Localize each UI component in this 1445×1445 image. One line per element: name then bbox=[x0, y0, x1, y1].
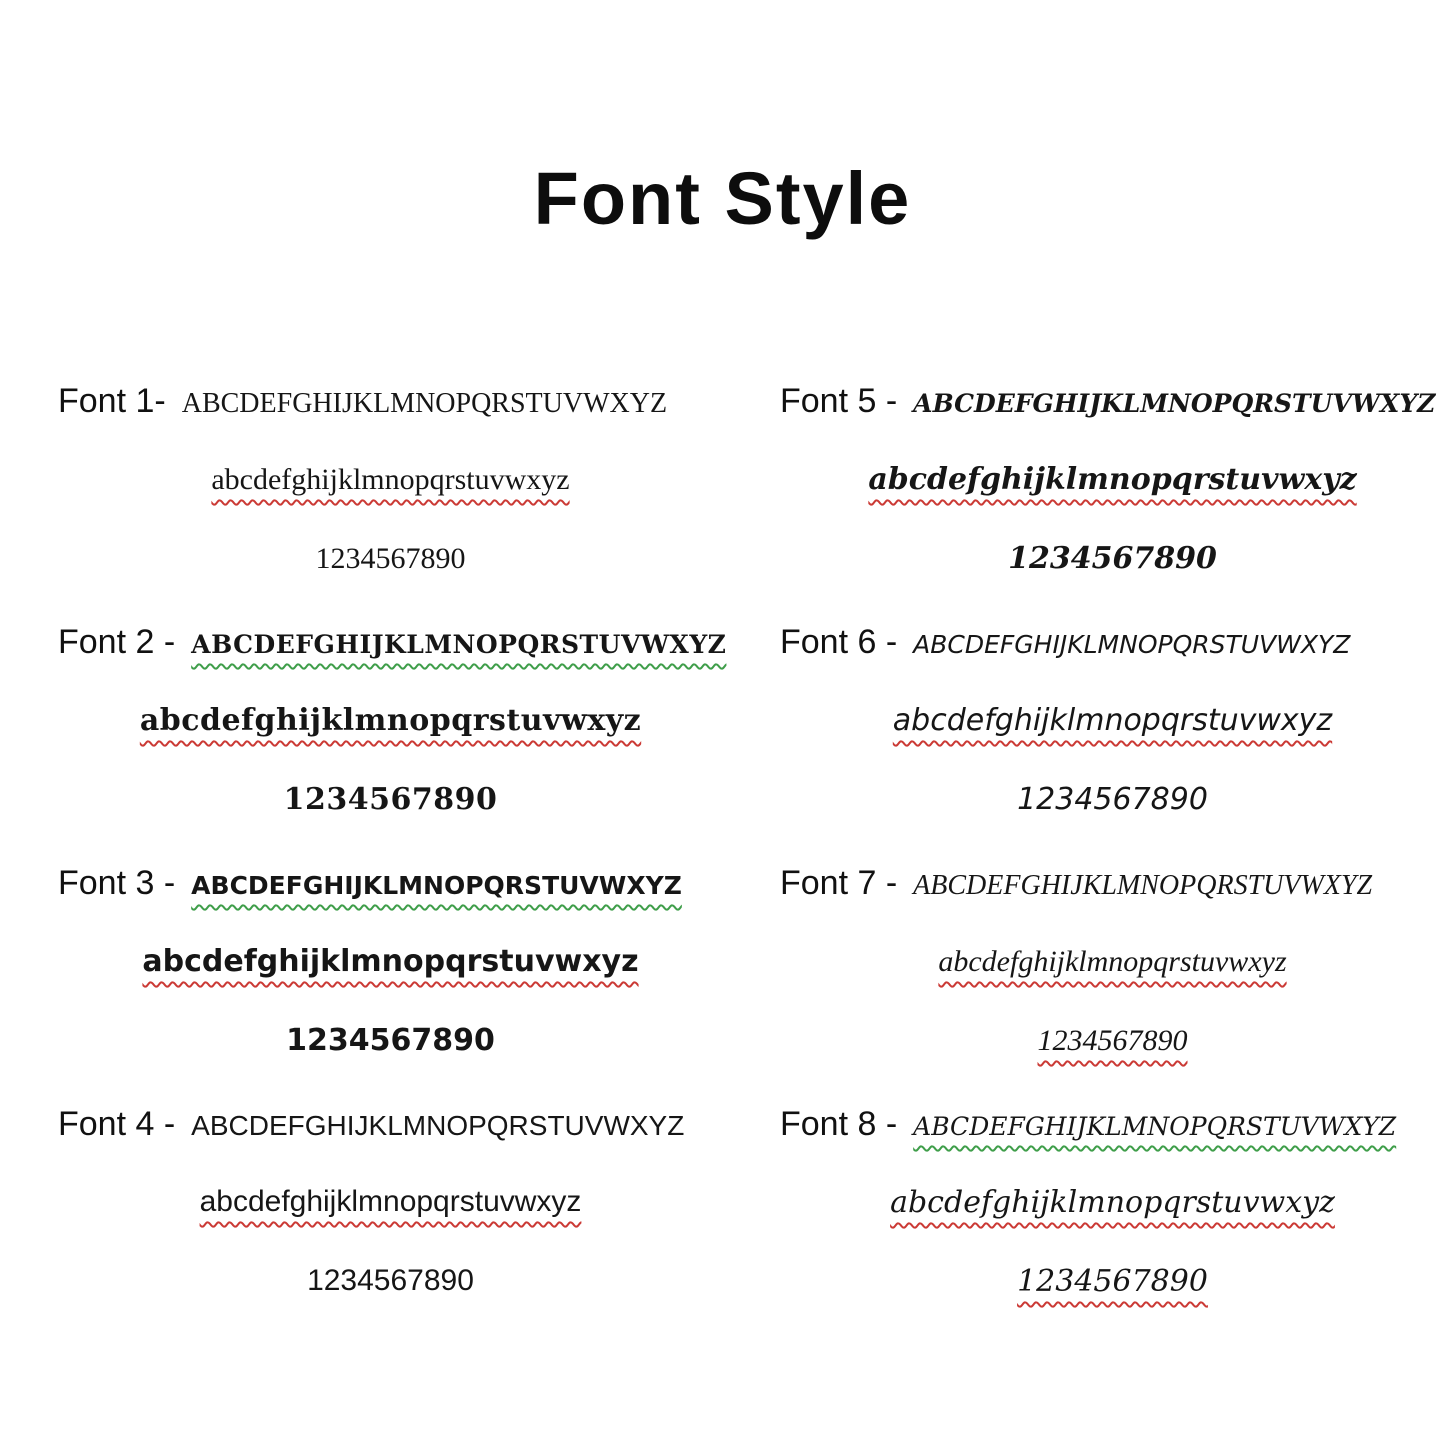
numerals-sample: 1234567890 bbox=[307, 1264, 474, 1297]
numerals-sample: 1234567890 bbox=[1037, 1024, 1188, 1057]
uppercase-alphabet-sample: ABCDEFGHIJKLMNOPQRSTUVWXYZ bbox=[191, 630, 727, 659]
font-sample-block-3 bbox=[58, 858, 723, 1071]
lowercase-alphabet-sample: abcdefghijklmnopqrstuvwxyz bbox=[890, 1185, 1335, 1220]
lowercase-alphabet-sample: abcdefghijklmnopqrstuvwxyz bbox=[938, 945, 1287, 978]
font-number-label: Font 1- bbox=[58, 382, 166, 420]
numerals-sample: 1234567890 bbox=[1017, 782, 1208, 817]
lowercase-alphabet-sample: abcdefghijklmnopqrstuvwxyz bbox=[142, 944, 639, 979]
font-sample-block-7 bbox=[780, 858, 1445, 1071]
font-sample-block-6 bbox=[780, 617, 1445, 830]
uppercase-alphabet-sample: ABCDEFGHIJKLMNOPQRSTUVWXYZ bbox=[181, 388, 668, 419]
uppercase-alphabet-sample: ABCDEFGHIJKLMNOPQRSTUVWXYZ bbox=[913, 870, 1373, 901]
font-number-label: Font 4 - bbox=[58, 1105, 176, 1143]
uppercase-alphabet-sample: ABCDEFGHIJKLMNOPQRSTUVWXYZ bbox=[913, 389, 1436, 418]
font-sample-block-5 bbox=[780, 376, 1445, 589]
page-title: Font Style bbox=[533, 157, 912, 240]
font-number-label: Font 2 - bbox=[58, 623, 176, 661]
uppercase-alphabet-sample: ABCDEFGHIJKLMNOPQRSTUVWXYZ bbox=[913, 630, 1351, 659]
lowercase-alphabet-sample: abcdefghijklmnopqrstuvwxyz bbox=[139, 703, 642, 738]
font-number-label: Font 5 - bbox=[780, 382, 898, 420]
numerals-sample: 1234567890 bbox=[286, 1023, 495, 1058]
numerals-sample: 1234567890 bbox=[315, 542, 466, 575]
font-number-label: Font 7 - bbox=[780, 864, 898, 902]
numerals-sample: 1234567890 bbox=[1008, 541, 1217, 576]
font-number-label: Font 6 - bbox=[780, 623, 898, 661]
font-grid bbox=[0, 376, 1445, 1340]
lowercase-alphabet-sample: abcdefghijklmnopqrstuvwxyz bbox=[199, 1185, 582, 1218]
font-sample-block-1 bbox=[58, 376, 723, 589]
uppercase-alphabet-sample: ABCDEFGHIJKLMNOPQRSTUVWXYZ bbox=[191, 871, 682, 900]
numerals-sample: 1234567890 bbox=[283, 782, 498, 817]
uppercase-alphabet-sample: ABCDEFGHIJKLMNOPQRSTUVWXYZ bbox=[191, 1110, 685, 1141]
font-number-label: Font 3 - bbox=[58, 864, 176, 902]
lowercase-alphabet-sample: abcdefghijklmnopqrstuvwxyz bbox=[892, 703, 1333, 738]
lowercase-alphabet-sample: abcdefghijklmnopqrstuvwxyz bbox=[211, 463, 570, 496]
uppercase-alphabet-sample: ABCDEFGHIJKLMNOPQRSTUVWXYZ bbox=[913, 1112, 1397, 1141]
font-sample-block-2 bbox=[58, 617, 727, 830]
font-sample-block-8 bbox=[780, 1099, 1445, 1312]
numerals-sample: 1234567890 bbox=[1017, 1264, 1208, 1299]
font-number-label: Font 8 - bbox=[780, 1105, 898, 1143]
font-sample-block-4 bbox=[58, 1099, 723, 1312]
lowercase-alphabet-sample: abcdefghijklmnopqrstuvwxyz bbox=[868, 462, 1357, 497]
